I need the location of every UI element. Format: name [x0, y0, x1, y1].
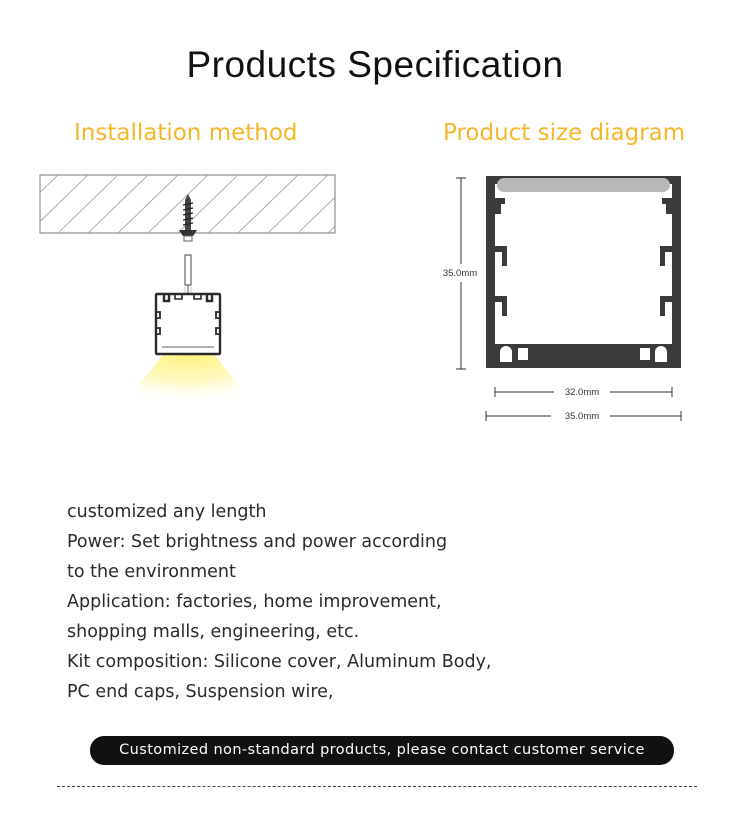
description-line: shopping malls, engineering, etc. — [67, 622, 360, 642]
ceiling-block — [0, 175, 388, 233]
description-line: Power: Set brightness and power according — [67, 532, 448, 552]
dashed-divider — [57, 786, 697, 787]
suspension-wire — [184, 236, 192, 294]
product-size-diagram-heading: Product size diagram — [443, 120, 686, 146]
light-beam — [123, 354, 253, 404]
description-line: Application: factories, home improvement, — [67, 592, 442, 612]
description-line: Kit composition: Silicone cover, Aluminum Body, — [67, 652, 492, 672]
inner-width-label: 32.0mm — [564, 387, 600, 398]
page-title: Products Specification — [186, 44, 564, 85]
silicone-cover — [497, 178, 670, 192]
description-line: PC end caps, Suspension wire, — [67, 682, 334, 702]
size-diagram — [430, 170, 690, 430]
description-line: customized any length — [67, 502, 267, 522]
product-description — [67, 497, 492, 707]
height-label: 35.0mm — [442, 268, 478, 279]
installation-method-heading: Installation method — [74, 120, 298, 146]
description-line: to the environment — [67, 562, 236, 582]
outer-width-label: 35.0mm — [564, 411, 600, 422]
profile-cross-section — [486, 176, 681, 368]
installation-illustration — [38, 172, 338, 412]
contact-banner: Customized non-standard products, please contact customer service — [90, 736, 674, 765]
aluminum-profile — [156, 294, 220, 354]
